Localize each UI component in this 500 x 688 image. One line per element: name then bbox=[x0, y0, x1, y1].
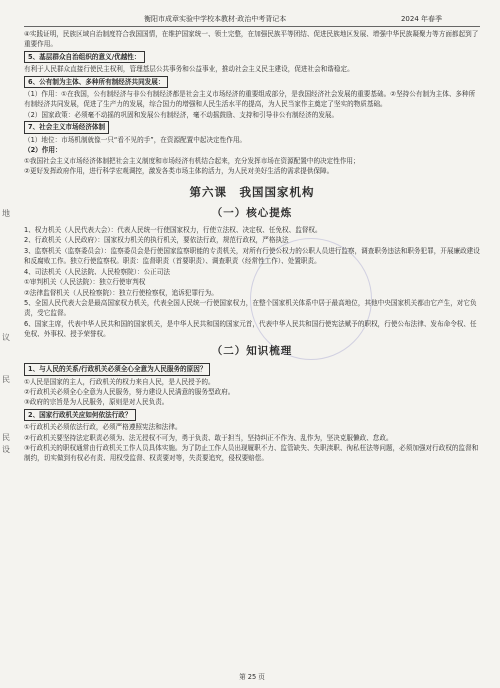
q7-p2: （2）作用： bbox=[24, 146, 62, 155]
margin-char: 地 bbox=[2, 209, 10, 218]
q6-p1: （1）作用：①在我国，公有制经济与非公有制经济都是社会主义市场经济的重要组成部分，是我国经济社会发展的重要基础。②坚持公有制为主体、多种所有制经济共同发展，促进了生产力的发展，综合国力的增强和人民生活水平的提高，为人民当家作主奠定了坚实的物质基础。 bbox=[24, 90, 476, 109]
section-title-knowledge: （二）知识梳理 bbox=[211, 344, 293, 357]
margin-char: 议 bbox=[2, 333, 10, 342]
header-school: 衡阳市成章实验中学校本教材·政治中考背记本 bbox=[144, 15, 287, 23]
k2-item: ①行政机关必须依法行政，必须严格遵照宪法和法律。 bbox=[24, 423, 182, 432]
q6-p2: （2）国家政策：必须毫不动摇的巩固和发展公有制经济，毫不动摇鼓励、支持和引导非公有制经济的发展。 bbox=[24, 110, 339, 119]
margin-char: 民 bbox=[2, 375, 10, 384]
q6-title: 6、公有制为主体、多种所有制经济共同发展： bbox=[24, 76, 168, 88]
core-item: 5、全国人民代表大会是最高国家权力机关，代表全国人民统一行使国家权力，在整个国家机关体系中居于最高地位，其他中央国家机关都由它产生，对它负责，受它监督。 bbox=[24, 298, 477, 318]
core-item: 2、行政机关（人民政府）：国家权力机关的执行机关，要依法行政，规范行政权，严格执法 bbox=[24, 236, 289, 245]
q7-p1: （1）地位：市场机制就像一只“看不见的手”，在资源配置中起决定性作用。 bbox=[24, 135, 247, 144]
core-item: ②法律监督机关（人民检察院）：独立行使检察权，追诉犯罪行为。 bbox=[24, 288, 218, 297]
k1-item: ③政府的宗旨是为人民服务，原则是对人民负责。 bbox=[24, 398, 169, 407]
k2-item: ③行政机关的职权通常由行政机关工作人员具体实施。为了防止工作人员出现履职不力、监管缺失、失职渎职、徇私枉法等问题，必须加强对行政权的监督和制约，切实做到有权必有责、用权受监督、权责要对等，失责要追究，侵权要赔偿。 bbox=[24, 443, 479, 463]
core-item: ①审判机关（人民法院）：独立行使审判权 bbox=[24, 278, 146, 287]
q5-title: 5、基层群众自治组织的意义/优越性： bbox=[24, 51, 145, 63]
core-item: 6、国家主席，代表中华人民共和国的国家机关，是中华人民共和国的国家元首，代表中华人民共和国行使宪法赋予的职权，行使公布法律、发布命令权、任免权、外事权、授予荣誉权。 bbox=[24, 319, 477, 339]
lesson-title: 第六课 我国国家机构 bbox=[189, 185, 315, 200]
q7-p4: ②更好发挥政府作用，进行科学宏观调控，激发各类市场主体的活力，为人民对美好生活的需求提供保障。 bbox=[24, 166, 334, 175]
k2-item: ②行政机关要坚持法定职责必须为、法无授权不可为，勇于负责、敢于担当，坚持纠正不作为、乱作为，坚决克服懒政、怠政。 bbox=[24, 433, 393, 442]
section-title-core: （一）核心提炼 bbox=[211, 207, 293, 220]
k1-item: ①人民是国家的主人，行政机关的权力来自人民，是人民授予的。 bbox=[24, 377, 215, 386]
q7-p3: ①我国社会主义市场经济体制把社会主义制度和市场经济有机结合起来，充分发挥市场在资源配置中的决定性作用； bbox=[24, 156, 360, 165]
k2-title: 2、国家行政机关应如何依法行政？ bbox=[24, 409, 136, 421]
q5-body: 有利于人民群众直接行使民主权利，管理基层公共事务和公益事业，推动社会主义民主建设，促进社会和谐稳定。 bbox=[24, 65, 354, 74]
page bbox=[24, 14, 480, 681]
k1-item: ②行政机关必须全心全意为人民服务，努力建设人民满意的服务型政府。 bbox=[24, 387, 235, 396]
core-item: 1、权力机关（人民代表大会）：代表人民统一行使国家权力，行使立法权、决定权、任免权、监督权。 bbox=[24, 226, 322, 235]
page-header bbox=[24, 14, 480, 27]
header-term: 2024 年春季 bbox=[400, 15, 442, 23]
k1-title: 1、与人民的关系/行政机关必须全心全意为人民服务的原因？ bbox=[24, 363, 210, 375]
core-item: 3、监察机关（监察委员会）：监察委员会是行使国家监察职能的专责机关，对所有行使公权力的公职人员进行监察，调查职务违法和职务犯罪，开展廉政建设和反腐败工作。独立行使监察权。职责：监督职责（首要职责）、调查职责（经常性工作）、处置职责。 bbox=[24, 246, 480, 266]
page-number: 第 25 页 bbox=[239, 673, 265, 681]
margin-char: 民 bbox=[2, 433, 10, 442]
core-item: 4、司法机关（人民法院、人民检察院）：公正司法 bbox=[24, 267, 170, 276]
intro-paragraph: ④实践证明，民族区域自治制度符合我国国情，在维护国家统一、领土完整，在加强民族平等团结、促进民族地区发展、增强中华民族凝聚力等方面都起到了重要作用。 bbox=[24, 30, 479, 49]
q7-title: 7、社会主义市场经济体制 bbox=[24, 121, 109, 133]
margin-char: 设 bbox=[2, 445, 10, 454]
